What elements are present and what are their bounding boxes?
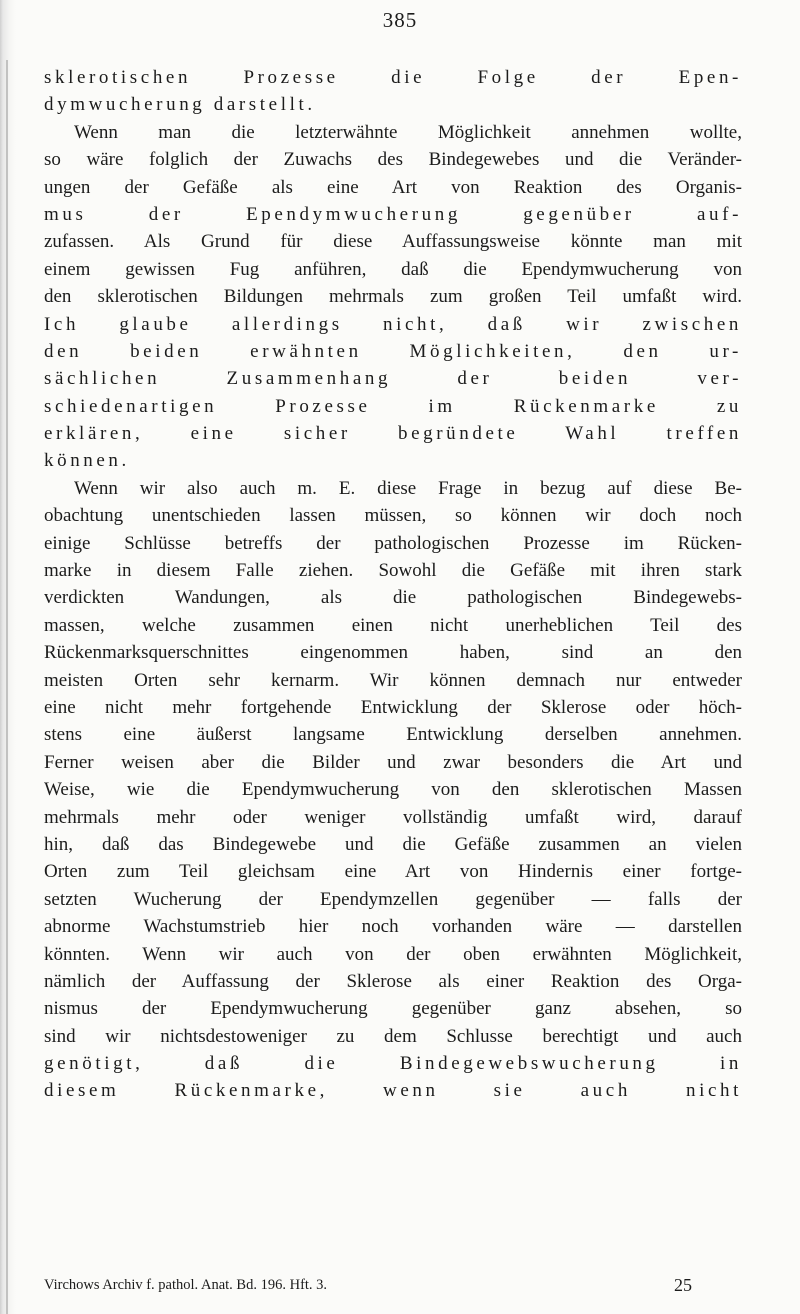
text-line: den sklerotischen Bildungen mehrmals zum großen Teil umfaßt wird. [44,286,742,308]
binding-edge-line [6,60,8,1314]
text-line: einem gewissen Fug anführen, daß die Ependymwucherung von [44,258,742,280]
text-line: Weise, wie die Ependymwucherung von den sklerotischen Massen [44,779,742,801]
text-line: mus der Ependymwucherung gegenüber auf- [44,203,742,225]
text-line: nämlich der Auffassung der Sklerose als einer Reaktion des Orga- [44,970,742,992]
text-line: dymwucherung darstellt. [44,94,316,116]
text-line: Ferner weisen aber die Bilder und zwar besonders die Art und [44,751,742,773]
text-line: marke in diesem Falle ziehen. Sowohl die Gefäße mit ihren stark [44,560,742,582]
text-line: abnorme Wachstumstrieb hier noch vorhanden wäre — darstellen [44,916,742,938]
text-line: Orten zum Teil gleichsam eine Art von Hindernis einer fortge- [44,861,742,883]
text-line: zufassen. Als Grund für diese Auffassungsweise könnte man mit [44,231,742,253]
text-line: einige Schlüsse betreffs der pathologischen Prozesse im Rücken- [44,532,742,554]
text-line: den beiden erwähnten Möglichkeiten, den ur- [44,340,742,362]
text-line: genötigt, daß die Bindegewebswucherung in [44,1053,742,1075]
text-line: stens eine äußerst langsame Entwicklung derselben annehmen. [44,724,742,746]
book-spine-shadow [0,0,16,1314]
text-line: verdickten Wandungen, als die pathologischen Bindegewebs- [44,587,742,609]
text-line: massen, welche zusammen einen nicht unerheblichen Teil des [44,614,742,636]
text-line: schiedenartigen Prozesse im Rückenmarke zu [44,395,742,417]
text-line: eine nicht mehr fortgehende Entwicklung der Sklerose oder höch- [44,696,742,718]
text-line: können. [44,450,130,472]
text-line: Wenn wir also auch m. E. diese Frage in bezug auf diese Be- [74,477,742,499]
text-line: sächlichen Zusammenhang der beiden ver- [44,368,742,390]
text-line: obachtung unentschieden lassen müssen, so können wir doch noch [44,505,742,527]
sheet-signature: 25 [674,1275,692,1295]
text-line: ungen der Gefäße als eine Art von Reaktion des Organis- [44,176,742,198]
text-line: setzten Wucherung der Ependymzellen gegenüber — falls der [44,888,742,910]
text-line: hin, daß das Bindegewebe und die Gefäße zusammen an vielen [44,833,742,855]
text-line: meisten Orten sehr kernarm. Wir können demnach nur entweder [44,669,742,691]
text-line: so wäre folglich der Zuwachs des Bindegewebes und die Veränder- [44,149,742,171]
text-line: diesem Rückenmarke, wenn sie auch nicht [44,1080,742,1102]
text-line: Ich glaube allerdings nicht, daß wir zwischen [44,313,742,335]
text-line: mehrmals mehr oder weniger vollständig umfaßt wird, darauf [44,806,742,828]
text-line: sind wir nichtsdestoweniger zu dem Schlusse berechtigt und auch [44,1025,742,1047]
text-line: erklären, eine sicher begründete Wahl treffen [44,423,742,445]
text-line: nismus der Ependymwucherung gegenüber ganz absehen, so [44,998,742,1020]
text-line: könnten. Wenn wir auch von der oben erwähnten Möglichkeit, [44,943,742,965]
text-line: Rückenmarksquerschnittes eingenommen haben, sind an den [44,642,742,664]
text-line: sklerotischen Prozesse die Folge der Epen- [44,67,742,88]
page-number: 385 [382,8,418,32]
journal-reference: Virchows Archiv f. pathol. Anat. Bd. 196. Hft. 3. [44,1277,328,1293]
text-line: Wenn man die letzterwähnte Möglichkeit annehmen wollte, [74,121,742,143]
body-text [44,64,742,1105]
